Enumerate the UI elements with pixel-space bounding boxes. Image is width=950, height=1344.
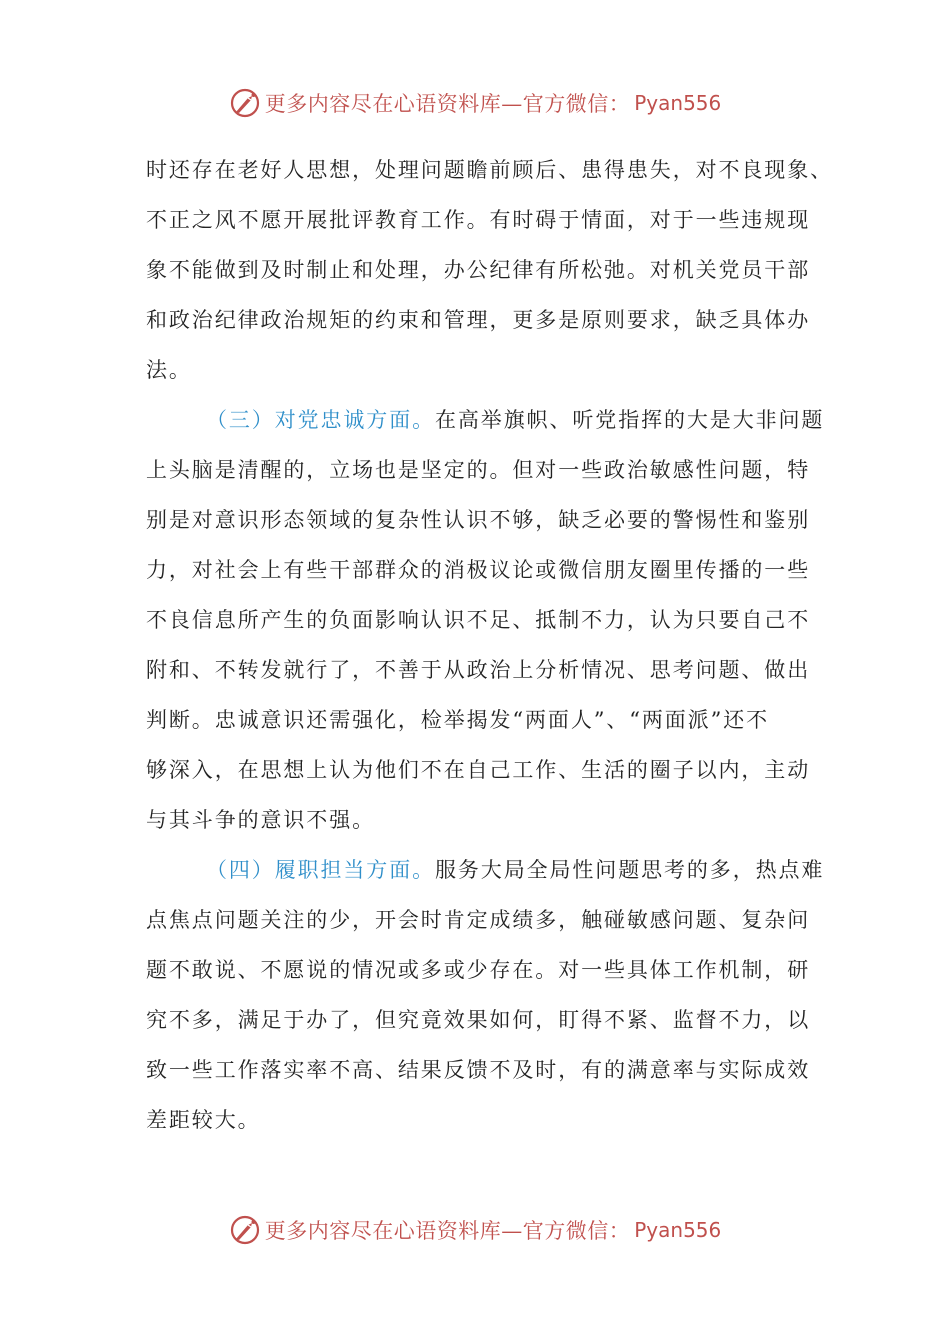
line-text: 题不敢说、不愿说的情况或多或少存在。对一些具体工作机制，研	[146, 958, 811, 982]
text-line	[146, 195, 811, 245]
line-text: 服务大局全局性问题思考的多，热点难	[435, 858, 825, 882]
line-text: 不良信息所产生的负面影响认识不足、抵制不力，认为只要自己不	[146, 608, 811, 632]
watermark-wechat-id: Pyan556	[634, 1218, 722, 1242]
text-line	[146, 595, 811, 645]
line-text: 点焦点问题关注的少，开会时肯定成绩多，触碰敏感问题、复杂问	[146, 908, 811, 932]
text-line	[146, 745, 811, 795]
watermark-text: 更多内容尽在心语资料库—官方微信：	[264, 92, 631, 116]
line-text: 象不能做到及时制止和处理，办公纪律有所松弛。对机关党员干部	[146, 258, 811, 282]
text-line	[146, 645, 811, 695]
line-text: 和政治纪律政治规矩的约束和管理，更多是原则要求，缺乏具体办	[146, 308, 811, 332]
line-text: 上头脑是清醒的，立场也是坚定的。但对一些政治敏感性问题，特	[146, 458, 811, 482]
footer-watermark	[0, 1210, 950, 1250]
header-watermark	[0, 83, 950, 123]
line-text: 法。	[146, 358, 192, 382]
text-line	[146, 145, 833, 195]
pen-nib-logo-icon	[229, 1214, 261, 1246]
text-line	[146, 545, 811, 595]
text-line	[146, 295, 811, 345]
pen-nib-logo-icon	[229, 87, 261, 119]
line-text: 力，对社会上有些干部群众的消极议论或微信朋友圈里传播的一些	[146, 558, 811, 582]
line-text: 致一些工作落实率不高、结果反馈不及时，有的满意率与实际成效	[146, 1058, 811, 1082]
text-line	[146, 1095, 806, 1145]
line-text: 够深入，在思想上认为他们不在自己工作、生活的圈子以内，主动	[146, 758, 811, 782]
text-line	[146, 795, 806, 845]
line-text: 判断。忠诚意识还需强化，检举揭发“两面人”、“两面派”还不	[146, 708, 770, 732]
text-line	[146, 1045, 811, 1095]
watermark-text: 更多内容尽在心语资料库—官方微信：	[264, 1219, 631, 1243]
line-text: 与其斗争的意识不强。	[146, 808, 375, 832]
text-line	[146, 245, 811, 295]
line-text: 附和、不转发就行了，不善于从政治上分析情况、思考问题、做出	[146, 658, 811, 682]
line-text: 究不多，满足于办了，但究竟效果如何，盯得不紧、监督不力，以	[146, 1008, 811, 1032]
text-line	[146, 945, 811, 995]
text-line	[146, 895, 811, 945]
text-line	[146, 845, 825, 895]
text-line	[146, 495, 811, 545]
text-line	[146, 445, 811, 495]
line-text: 在高举旗帜、听党指挥的大是大非问题	[435, 408, 825, 432]
section-heading: （三）对党忠诚方面。	[206, 408, 435, 432]
text-line	[146, 995, 811, 1045]
line-text: 时还存在老好人思想，处理问题瞻前顾后、患得患失，对不良现象、	[146, 158, 833, 182]
line-text: 不正之风不愿开展批评教育工作。有时碍于情面，对于一些违规现	[146, 208, 811, 232]
text-line	[146, 345, 806, 395]
section-heading: （四）履职担当方面。	[206, 858, 435, 882]
watermark-wechat-id: Pyan556	[634, 91, 722, 115]
text-line	[146, 395, 825, 445]
line-text: 别是对意识形态领域的复杂性认识不够，缺乏必要的警惕性和鉴别	[146, 508, 811, 532]
document-body	[146, 145, 833, 1145]
text-line	[146, 695, 806, 745]
line-text: 差距较大。	[146, 1108, 261, 1132]
